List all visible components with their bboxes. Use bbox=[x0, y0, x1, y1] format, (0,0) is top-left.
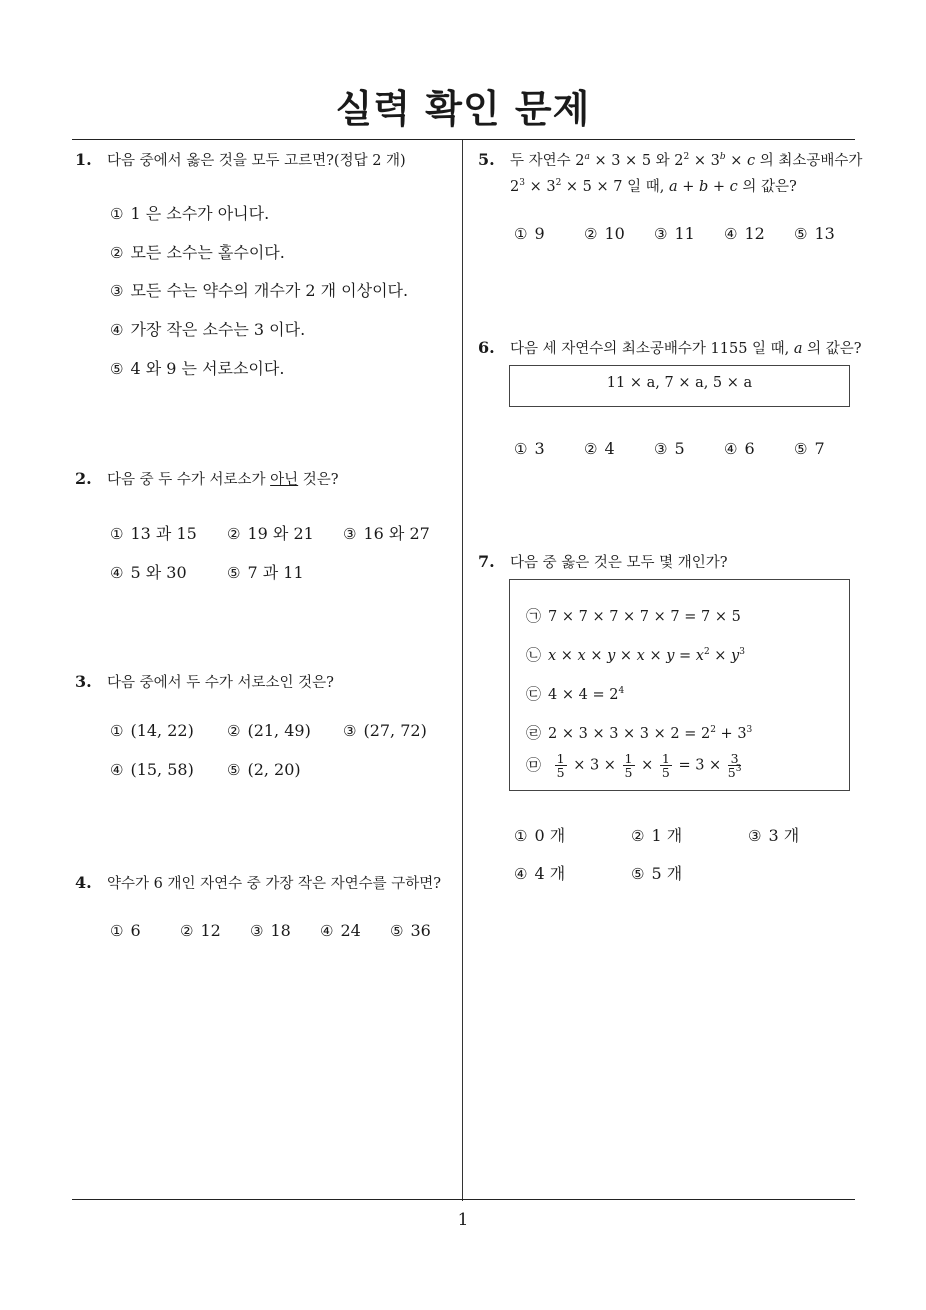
q3-option-4[interactable]: ④ (15, 58) bbox=[110, 760, 194, 779]
q6-option-5[interactable]: ⑤ 7 bbox=[794, 439, 825, 458]
q7-option-5[interactable]: ⑤ 5 개 bbox=[631, 864, 683, 883]
q3-option-3[interactable]: ③ (27, 72) bbox=[343, 721, 427, 740]
question-6: 6. 다음 세 자연수의 최소공배수가 1155 일 때, a 의 값은? bbox=[478, 336, 862, 361]
statement-1: ㉠ 7 × 7 × 7 × 7 × 7 = 7 × 5 bbox=[526, 607, 741, 625]
q4-option-1[interactable]: ① 6 bbox=[110, 921, 141, 940]
question-1 bbox=[75, 148, 406, 173]
q3-option-5[interactable]: ⑤ (2, 20) bbox=[227, 760, 301, 779]
q5-option-5[interactable]: ⑤ 13 bbox=[794, 224, 835, 243]
q4-option-3[interactable]: ③ 18 bbox=[250, 921, 291, 940]
q2-option-5[interactable]: ⑤ 7 과 11 bbox=[227, 563, 304, 582]
q2-option-4[interactable]: ④ 5 와 30 bbox=[110, 563, 187, 582]
question-number: 6. bbox=[478, 338, 495, 357]
question-3 bbox=[75, 670, 334, 695]
question-number: 7. bbox=[478, 552, 495, 571]
q6-box-text: 11 × a, 7 × a, 5 × a bbox=[606, 375, 753, 391]
q4-option-5[interactable]: ⑤ 36 bbox=[390, 921, 431, 940]
q6-condition-box bbox=[509, 365, 850, 407]
question-7 bbox=[478, 550, 728, 575]
q2-option-1[interactable]: ① 13 과 15 bbox=[110, 524, 197, 543]
column-divider bbox=[462, 140, 463, 1201]
fraction: $\frac{1}{5}$ bbox=[556, 751, 565, 780]
q5-option-1[interactable]: ① 9 bbox=[514, 224, 545, 243]
underlined-word: 아닌 bbox=[270, 472, 299, 488]
q5-option-2[interactable]: ② 10 bbox=[584, 224, 625, 243]
q1-option-5[interactable]: ⑤ 4 와 9 는 서로소이다. bbox=[110, 359, 285, 378]
statement-5: ㉤ $\frac{1}{5}$ × 3 × $\frac{1}{5}$ × $\frac{1}{5}$ = 3 × $\frac{3}{5^3}$ bbox=[526, 751, 742, 780]
q6-option-2[interactable]: ② 4 bbox=[584, 439, 615, 458]
q2-option-2[interactable]: ② 19 와 21 bbox=[227, 524, 314, 543]
q1-option-2[interactable]: ② 모든 소수는 홀수이다. bbox=[110, 243, 285, 262]
page-number: 1 bbox=[457, 1210, 469, 1230]
q2-option-3[interactable]: ③ 16 와 27 bbox=[343, 524, 430, 543]
question-text: 다음 중에서 옳은 것을 모두 고르면?(정답 2 개) bbox=[107, 153, 406, 169]
q7-option-4[interactable]: ④ 4 개 bbox=[514, 864, 566, 883]
fraction: $\frac{1}{5}$ bbox=[661, 751, 670, 780]
q7-option-2[interactable]: ② 1 개 bbox=[631, 826, 683, 845]
q3-option-1[interactable]: ① (14, 22) bbox=[110, 721, 194, 740]
q7-option-1[interactable]: ① 0 개 bbox=[514, 826, 566, 845]
question-text: 다음 중에서 두 수가 서로소인 것은? bbox=[107, 675, 334, 691]
q7-statements-box bbox=[509, 579, 850, 791]
question-text: 약수가 6 개인 자연수 중 가장 작은 자연수를 구하면? bbox=[107, 876, 442, 892]
q1-option-4[interactable]: ④ 가장 작은 소수는 3 이다. bbox=[110, 320, 306, 339]
question-4 bbox=[75, 871, 441, 896]
q7-option-3[interactable]: ③ 3 개 bbox=[748, 826, 800, 845]
fraction: $\frac{3}{5^3}$ bbox=[727, 751, 742, 780]
page-title: 실력 확인 문제 bbox=[335, 87, 591, 131]
statement-4: ㉣ $2 \times 3 \times 3 \times 3 \times 2 = 2^2 + 3^3$ bbox=[526, 724, 753, 742]
question-number: 2. bbox=[75, 469, 92, 488]
question-number: 1. bbox=[75, 150, 92, 169]
fraction: $\frac{1}{5}$ bbox=[624, 751, 633, 780]
question-5: 5. 두 자연수 $2^a \times 3 \times 5$ 와 $2^2 \times 3^b \times c$ 의 최소공배수가 $2^3 \times 3^2 \times 5 \times 7$ 일 때, a + b + c 의 값은? bbox=[478, 150, 863, 195]
q6-option-4[interactable]: ④ 6 bbox=[724, 439, 755, 458]
q1-option-1[interactable]: ① 1 은 소수가 아니다. bbox=[110, 204, 270, 223]
q5-option-3[interactable]: ③ 11 bbox=[654, 224, 695, 243]
q6-option-1[interactable]: ① 3 bbox=[514, 439, 545, 458]
question-number: 3. bbox=[75, 672, 92, 691]
q3-option-2[interactable]: ② (21, 49) bbox=[227, 721, 311, 740]
question-number: 5. bbox=[478, 150, 495, 169]
top-rule bbox=[72, 139, 855, 140]
question-2: 2. 다음 중 두 수가 서로소가 아닌 것은? bbox=[75, 467, 339, 492]
q1-option-3[interactable]: ③ 모든 수는 약수의 개수가 2 개 이상이다. bbox=[110, 281, 409, 300]
q5-option-4[interactable]: ④ 12 bbox=[724, 224, 765, 243]
question-text: 다음 중 옳은 것은 모두 몇 개인가? bbox=[510, 555, 728, 571]
q4-option-4[interactable]: ④ 24 bbox=[320, 921, 361, 940]
q4-option-2[interactable]: ② 12 bbox=[180, 921, 221, 940]
question-number: 4. bbox=[75, 873, 92, 892]
statement-3: ㉢ $4 \times 4 = 2^4$ bbox=[526, 685, 625, 703]
q6-option-3[interactable]: ③ 5 bbox=[654, 439, 685, 458]
bottom-rule bbox=[72, 1199, 855, 1200]
statement-2: ㉡ $x \times x \times y \times x \times y = x^2 \times y^3$ bbox=[526, 646, 745, 664]
